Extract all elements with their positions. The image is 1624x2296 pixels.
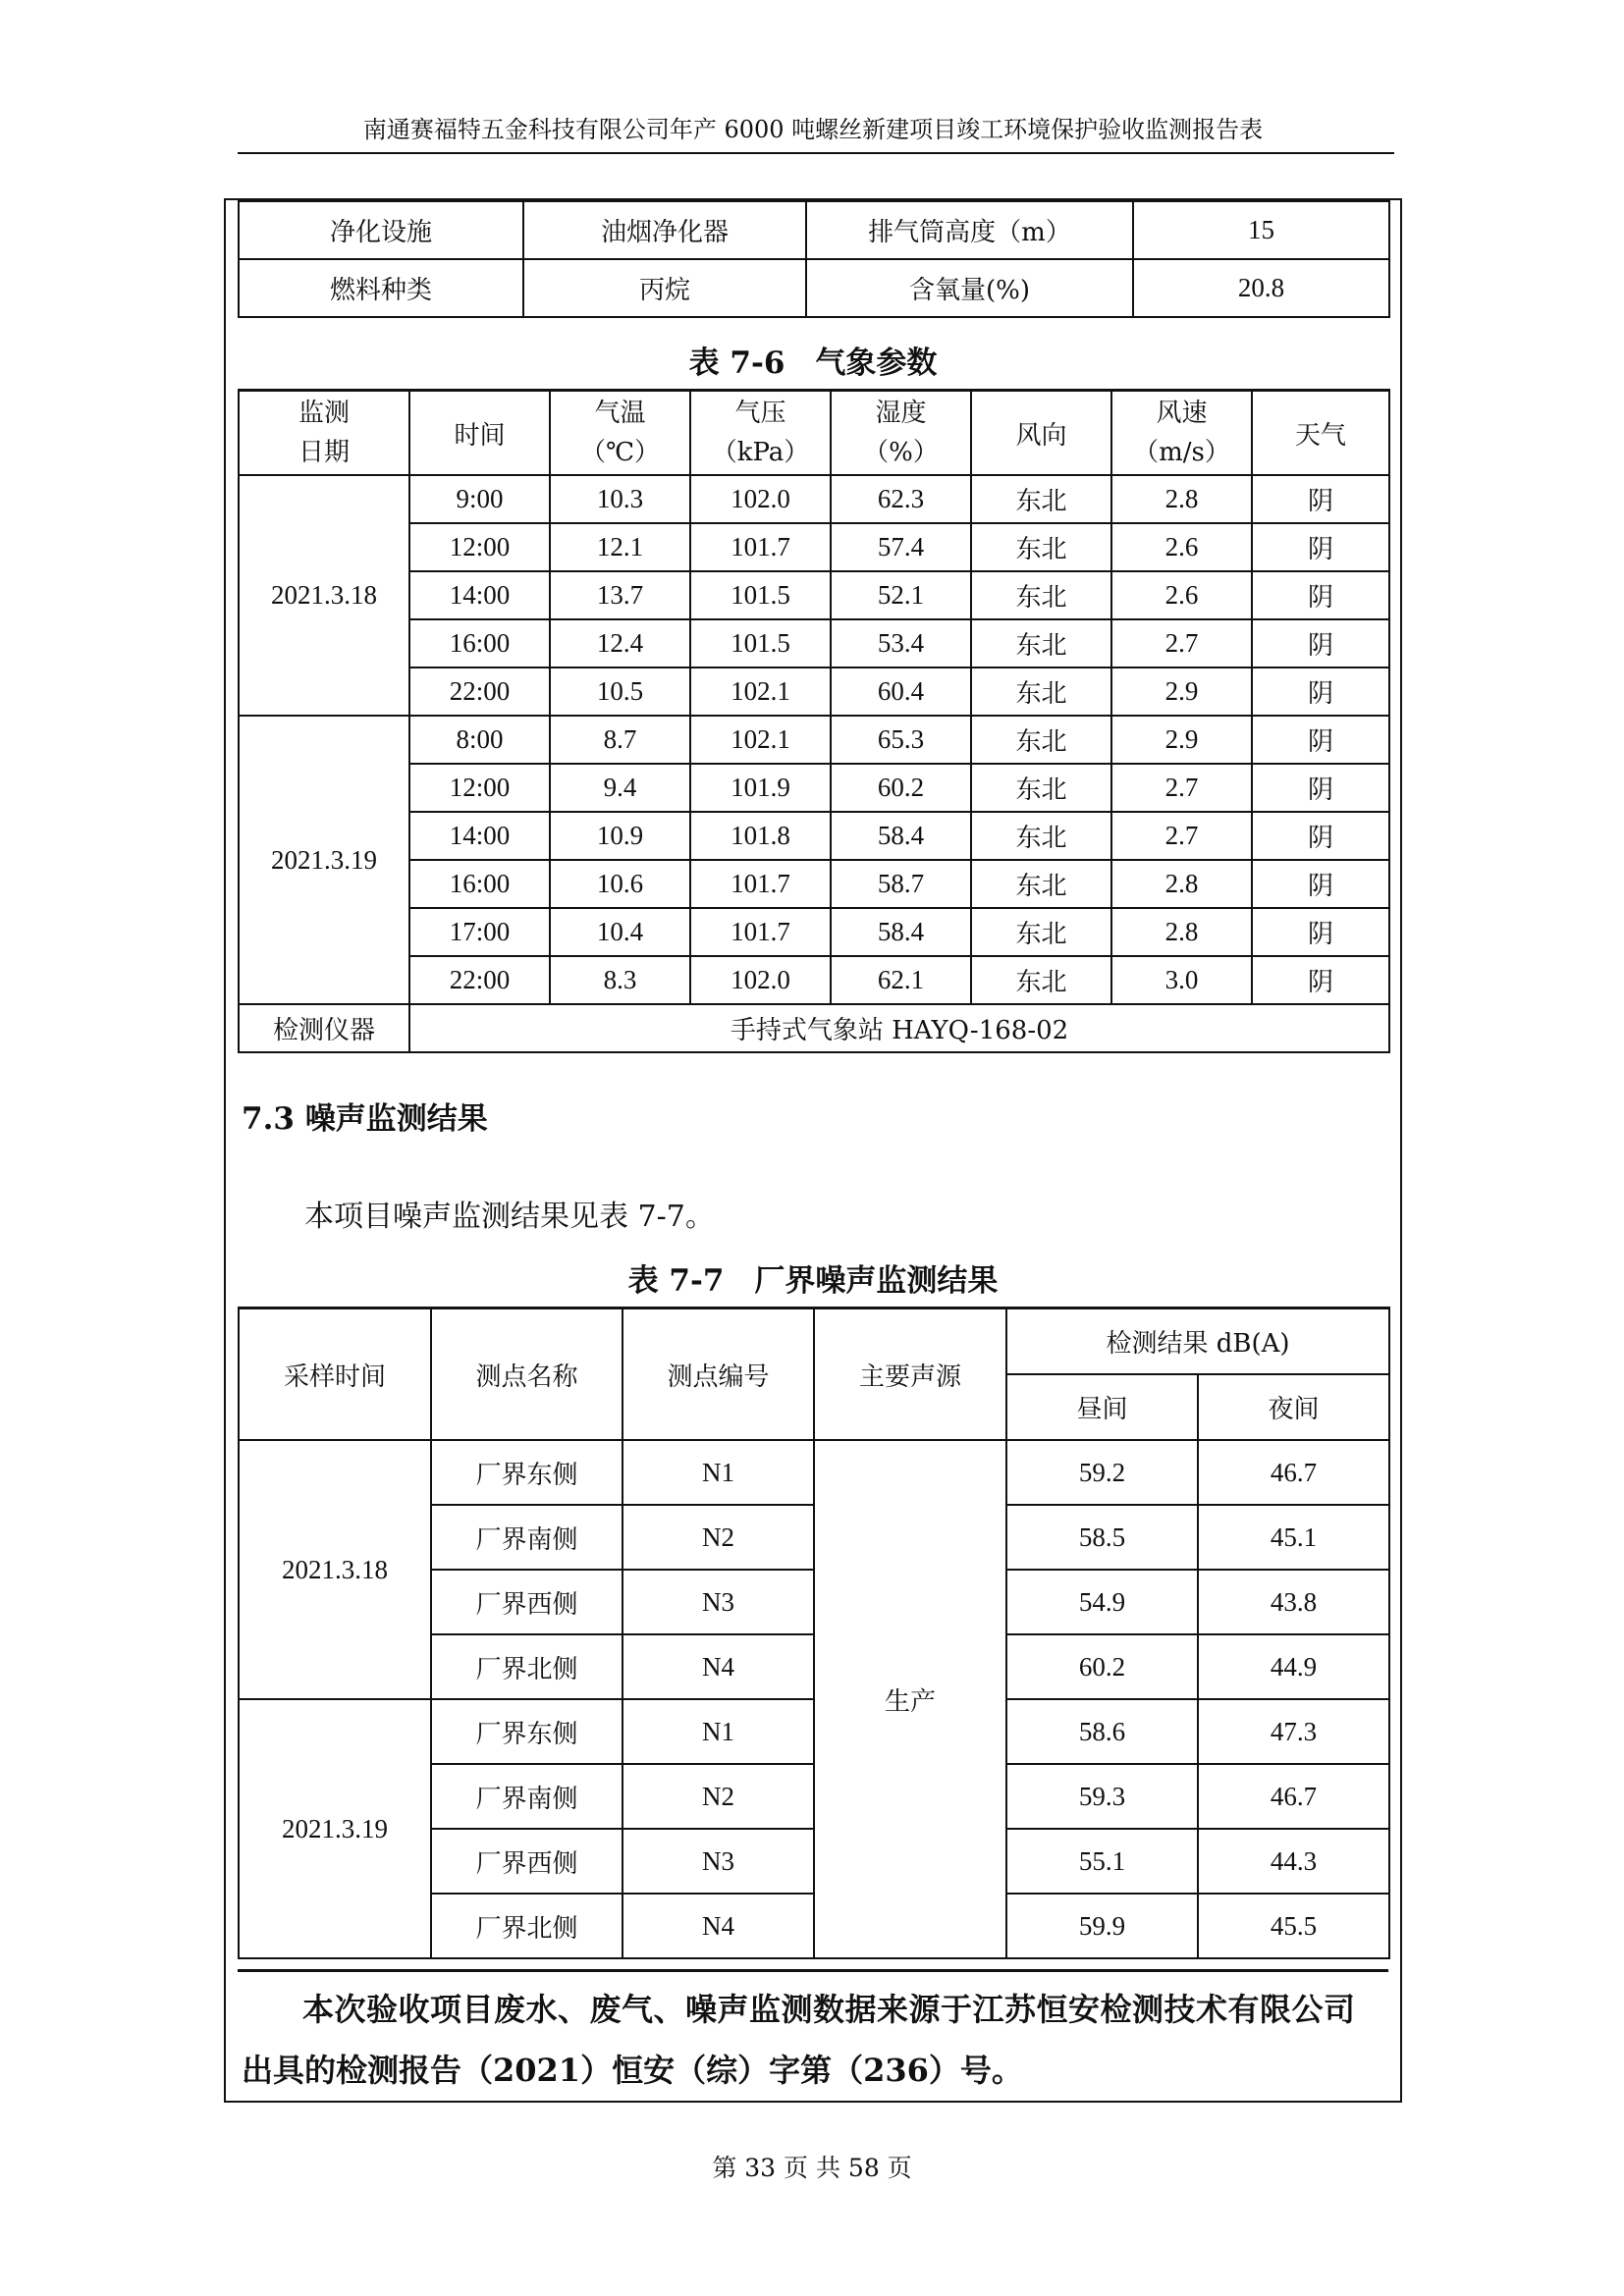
table-cell: 14:00 [409,571,550,619]
table-cell: 东北 [971,571,1111,619]
table-cell: 22:00 [409,667,550,716]
page-number: 第 33 页 共 58 页 [712,2154,912,2182]
instrument-row [239,1004,1389,1052]
closing-statement [242,1979,1390,2101]
table-cell: 东北 [971,956,1111,1004]
closing-rule [238,1969,1388,1972]
table-cell: 东北 [971,716,1111,764]
table-cell: 2.7 [1111,764,1252,812]
header-wind-speed: 风速 （m/s） [1111,391,1252,476]
table-cell: 阴 [1252,523,1389,571]
day-value-cell: 55.1 [1006,1829,1198,1894]
source-cell: 生产 [814,1440,1006,1958]
table-cell: 阴 [1252,667,1389,716]
point-id-cell: N4 [623,1894,814,1958]
closing-line-2: 出具的检测报告（2021）恒安（综）字第（236）号。 [242,2052,1023,2089]
point-name-cell: 厂界西侧 [431,1570,623,1634]
table-row [239,764,1389,812]
table-cell: 10.9 [550,812,690,860]
night-value-cell: 46.7 [1198,1764,1389,1829]
section-paragraph: 本项目噪声监测结果见表 7-7。 [304,1200,715,1234]
night-value-cell: 45.1 [1198,1505,1389,1570]
table-cell: 东北 [971,475,1111,523]
table-cell: 2.8 [1111,475,1252,523]
night-value-cell: 46.7 [1198,1440,1389,1505]
table-cell: 16:00 [409,619,550,667]
table-cell: 10.6 [550,860,690,908]
table-row [239,523,1389,571]
header-wind-direction: 风向 [971,391,1111,476]
table-cell: 东北 [971,523,1111,571]
date-cell: 2021.3.19 [239,716,409,1004]
day-value-cell: 58.6 [1006,1699,1198,1764]
table-cell: 油烟净化器 [523,201,806,259]
table-cell: 含氧量(%) [806,259,1133,317]
table-7-6-caption: 表 7-6 气象参数 [688,346,938,381]
header-point-name: 测点名称 [431,1308,623,1441]
table-row [239,259,1389,317]
day-value-cell: 59.9 [1006,1894,1198,1958]
weather-table [238,389,1390,1053]
table-cell: 阴 [1252,619,1389,667]
table-cell: 13.7 [550,571,690,619]
date-cell: 2021.3.18 [239,1440,431,1699]
table-cell: 52.1 [831,571,971,619]
header-point-id: 测点编号 [623,1308,814,1441]
table-cell: 12.1 [550,523,690,571]
table-header-row [239,391,1389,476]
header-time: 时间 [409,391,550,476]
table-cell: 东北 [971,908,1111,956]
table-cell: 2.7 [1111,619,1252,667]
table-cell: 2.7 [1111,812,1252,860]
table-cell: 102.0 [690,956,831,1004]
table-cell: 53.4 [831,619,971,667]
day-value-cell: 58.5 [1006,1505,1198,1570]
table-cell: 阴 [1252,716,1389,764]
point-name-cell: 厂界南侧 [431,1505,623,1570]
point-id-cell: N3 [623,1829,814,1894]
point-id-cell: N1 [623,1440,814,1505]
table-cell: 2.8 [1111,908,1252,956]
header-sampling-time: 采样时间 [239,1308,431,1441]
header-day: 昼间 [1006,1374,1198,1440]
night-value-cell: 43.8 [1198,1570,1389,1634]
table-row [239,716,1389,764]
table-cell: 57.4 [831,523,971,571]
table-cell: 东北 [971,812,1111,860]
night-value-cell: 47.3 [1198,1699,1389,1764]
table-cell: 8.7 [550,716,690,764]
date-cell: 2021.3.19 [239,1699,431,1958]
header-night: 夜间 [1198,1374,1389,1440]
table-row [239,571,1389,619]
table-cell: 8:00 [409,716,550,764]
header-result: 检测结果 dB(A) [1006,1308,1389,1375]
table-cell: 9:00 [409,475,550,523]
table-cell: 东北 [971,764,1111,812]
point-id-cell: N4 [623,1634,814,1699]
table-cell: 8.3 [550,956,690,1004]
instrument-value: 手持式气象站 HAYQ-168-02 [409,1004,1389,1052]
point-id-cell: N1 [623,1699,814,1764]
point-name-cell: 厂界西侧 [431,1829,623,1894]
table-cell: 101.8 [690,812,831,860]
table-cell: 101.5 [690,571,831,619]
table-row [239,956,1389,1004]
table-cell: 101.7 [690,523,831,571]
header-weather: 天气 [1252,391,1389,476]
table-cell: 阴 [1252,812,1389,860]
table-cell: 东北 [971,667,1111,716]
purification-table [238,200,1390,318]
table-cell: 东北 [971,860,1111,908]
instrument-label: 检测仪器 [239,1004,409,1052]
table-cell: 22:00 [409,956,550,1004]
table-row [239,667,1389,716]
table-cell: 2.9 [1111,667,1252,716]
table-cell: 14:00 [409,812,550,860]
table-row [239,860,1389,908]
table-cell: 102.0 [690,475,831,523]
table-cell: 丙烷 [523,259,806,317]
table-row [239,201,1389,259]
night-value-cell: 45.5 [1198,1894,1389,1958]
table-cell: 阴 [1252,764,1389,812]
point-name-cell: 厂界南侧 [431,1764,623,1829]
noise-table [238,1307,1390,1959]
table-cell: 60.2 [831,764,971,812]
table-cell: 16:00 [409,860,550,908]
day-value-cell: 59.2 [1006,1440,1198,1505]
table-cell: 102.1 [690,716,831,764]
table-cell: 2.6 [1111,523,1252,571]
day-value-cell: 60.2 [1006,1634,1198,1699]
table-cell: 62.3 [831,475,971,523]
table-cell: 9.4 [550,764,690,812]
table-cell: 净化设施 [239,201,523,259]
table-cell: 燃料种类 [239,259,523,317]
header-pressure: 气压 （kPa） [690,391,831,476]
table-cell: 12.4 [550,619,690,667]
point-name-cell: 厂界北侧 [431,1894,623,1958]
header-date: 监测 日期 [239,391,409,476]
table-cell: 12:00 [409,523,550,571]
table-row [239,475,1389,523]
point-id-cell: N3 [623,1570,814,1634]
point-name-cell: 厂界北侧 [431,1634,623,1699]
date-cell: 2021.3.18 [239,475,409,716]
table-cell: 102.1 [690,667,831,716]
table-cell: 3.0 [1111,956,1252,1004]
document-header: 南通赛福特五金科技有限公司年产 6000 吨螺丝新建项目竣工环境保护验收监测报告表 [362,116,1264,143]
point-name-cell: 厂界东侧 [431,1440,623,1505]
table-cell: 阴 [1252,860,1389,908]
point-id-cell: N2 [623,1764,814,1829]
table-cell: 58.7 [831,860,971,908]
point-name-cell: 厂界东侧 [431,1699,623,1764]
table-cell: 东北 [971,619,1111,667]
table-cell: 58.4 [831,908,971,956]
closing-line-1: 本次验收项目废水、废气、噪声监测数据来源于江苏恒安检测技术有限公司 [302,1991,1356,2028]
table-cell: 排气筒高度（m） [806,201,1133,259]
header-source: 主要声源 [814,1308,1006,1441]
table-cell: 阴 [1252,571,1389,619]
table-row [239,1440,1389,1505]
table-cell: 65.3 [831,716,971,764]
table-cell: 10.3 [550,475,690,523]
table-cell: 阴 [1252,475,1389,523]
table-cell: 2.6 [1111,571,1252,619]
table-row [239,908,1389,956]
header-temp: 气温 （℃） [550,391,690,476]
night-value-cell: 44.3 [1198,1829,1389,1894]
table-cell: 101.9 [690,764,831,812]
day-value-cell: 59.3 [1006,1764,1198,1829]
table-cell: 2.9 [1111,716,1252,764]
table-cell: 101.7 [690,860,831,908]
table-cell: 101.7 [690,908,831,956]
table-header-row [239,1308,1389,1375]
table-cell: 58.4 [831,812,971,860]
table-row [239,812,1389,860]
table-cell: 10.5 [550,667,690,716]
table-cell: 101.5 [690,619,831,667]
table-7-7-caption: 表 7-7 厂界噪声监测结果 [627,1263,999,1299]
header-humidity: 湿度 （%） [831,391,971,476]
section-heading: 7.3 噪声监测结果 [242,1101,488,1137]
night-value-cell: 44.9 [1198,1634,1389,1699]
table-cell: 15 [1133,201,1389,259]
table-cell: 2.8 [1111,860,1252,908]
table-cell: 62.1 [831,956,971,1004]
table-cell: 20.8 [1133,259,1389,317]
table-cell: 阴 [1252,956,1389,1004]
table-cell: 阴 [1252,908,1389,956]
header-rule [238,152,1394,154]
table-cell: 17:00 [409,908,550,956]
point-id-cell: N2 [623,1505,814,1570]
table-cell: 12:00 [409,764,550,812]
day-value-cell: 54.9 [1006,1570,1198,1634]
table-row [239,619,1389,667]
table-cell: 60.4 [831,667,971,716]
table-cell: 10.4 [550,908,690,956]
